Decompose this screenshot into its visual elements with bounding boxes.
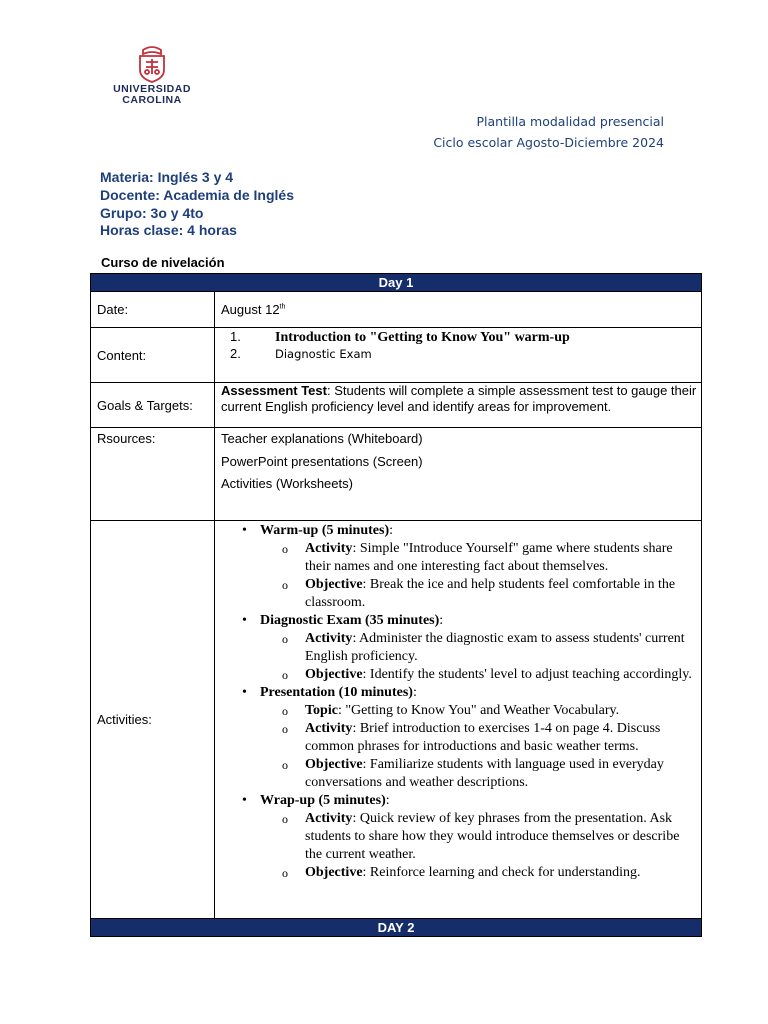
detail-text: : Administer the diagnostic exam to assess students' current English proficiency. (305, 631, 685, 664)
detail-text: : Identify the students' level to adjust teaching accordingly. (362, 667, 692, 682)
circle-bullet-icon: o (282, 578, 288, 592)
goals-keyword: Assessment Test (221, 383, 327, 398)
detail-text: : Quick review of key phrases from the presentation. Ask students to share how they would introduce themselves or describe the current weather. (305, 811, 680, 862)
content-item-number: 2. (230, 346, 241, 361)
school-cycle: Ciclo escolar Agosto-Diciembre 2024 (433, 135, 664, 150)
detail-key: Objective (305, 865, 363, 880)
detail-key: Objective (305, 667, 363, 682)
circle-bullet-icon: o (282, 722, 288, 736)
content-item-text: Introduction to "Getting to Know You" warm-up (275, 330, 570, 345)
hours-line: Horas clase: 4 horas (100, 222, 237, 238)
day1-header: Day 1 (91, 274, 702, 292)
detail-text: : "Getting to Know You" and Weather Vocabulary. (337, 703, 620, 718)
teacher-line: Docente: Academia de Inglés (100, 187, 294, 203)
activities-list (215, 522, 701, 882)
content-cell (215, 328, 702, 383)
detail-key: Topic (305, 703, 338, 718)
activity-details (260, 540, 701, 612)
goals-cell (215, 383, 702, 428)
lesson-plan-table (90, 273, 702, 937)
detail-key: Objective (305, 577, 363, 592)
detail-text: : Brief introduction to exercises 1-4 on page 4. Discuss common phrases for introductions and basic weather terms. (305, 721, 661, 754)
bullet-icon: • (242, 685, 247, 700)
activity-details (260, 702, 701, 792)
activity-details (260, 630, 701, 684)
date-value (215, 292, 702, 328)
detail-text: : Familiarize students with language used in everyday conversations and weather descriptions. (305, 757, 664, 790)
subject-line: Materia: Inglés 3 y 4 (100, 169, 234, 185)
content-item (215, 329, 701, 346)
activity-details (260, 810, 701, 882)
date-label: Date: (91, 292, 215, 328)
activity-title: Presentation (10 minutes) (260, 685, 413, 700)
activity-detail (260, 810, 701, 864)
resource-item: Teacher explanations (Whiteboard) (221, 431, 423, 446)
resources-label: Rsources: (91, 428, 215, 521)
content-label: Content: (91, 328, 215, 383)
detail-key: Activity (305, 721, 353, 736)
content-item-text: Diagnostic Exam (275, 347, 372, 361)
goals-label: Goals & Targets: (91, 383, 215, 428)
activity-item: • Diagnostic Exam (35 minutes): o Activity: Administer the diagnostic exam to assess students' current English proficiency. o Objective: Identify the students' level to adjust teaching accordingly. (215, 612, 701, 684)
group-line: Grupo: 3o y 4to (100, 205, 204, 221)
activity-detail (260, 720, 701, 756)
circle-bullet-icon: o (282, 812, 288, 826)
course-title: Curso de nivelación (101, 255, 225, 270)
activities-cell (215, 521, 702, 919)
bullet-icon: • (242, 523, 247, 538)
bullet-icon: • (242, 793, 247, 808)
detail-key: Activity (305, 541, 353, 556)
detail-key: Activity (305, 811, 353, 826)
activity-item: • Warm-up (5 minutes): o Activity: Simple "Introduce Yourself" game where students share their names and one interesting fact about themselves. o Objective: Break the ice and help students feel comfortable in the classroom. (215, 522, 701, 612)
content-list (215, 329, 701, 361)
resource-item: PowerPoint presentations (Screen) (221, 453, 423, 469)
activity-detail (260, 576, 701, 612)
circle-bullet-icon: o (282, 704, 288, 718)
detail-text: : Simple "Introduce Yourself" game where students share their names and one interesting fact about themselves. (305, 541, 673, 574)
detail-text: : Break the ice and help students feel comfortable in the classroom. (305, 577, 676, 610)
goals-text: : Students will complete a simple assessment test to gauge their current English proficiency level and identify areas for improvement. (221, 383, 697, 414)
detail-text: : Reinforce learning and check for understanding. (362, 865, 641, 880)
content-item-number: 1. (230, 329, 241, 344)
resource-item: Activities (Worksheets) (221, 476, 353, 491)
activity-item: • Presentation (10 minutes): o Topic: "Getting to Know You" and Weather Vocabulary. o Activity: Brief introduction to exercises 1-4 on page 4. Discuss common phrases for introductions and basic weather terms. o Objective: Familiarize students with language used in everyday conversations and weather descriptions. (215, 684, 701, 792)
activity-detail (260, 666, 701, 684)
activity-detail (260, 702, 701, 720)
date-ordinal: th (279, 303, 286, 311)
activity-detail (260, 756, 701, 792)
day2-header: DAY 2 (91, 919, 702, 937)
activity-detail (260, 864, 701, 882)
university-crest-icon (135, 44, 169, 84)
resources-cell (215, 428, 702, 521)
activity-title: Diagnostic Exam (35 minutes) (260, 613, 440, 628)
activity-detail (260, 540, 701, 576)
activity-item: • Wrap-up (5 minutes): o Activity: Quick review of key phrases from the presentation. Ask students to share how they would introduce themselves or describe the current weather. o Objective: Reinforce learning and check for understanding. (215, 792, 701, 882)
activities-label: Activities: (91, 521, 215, 919)
detail-key: Activity (305, 631, 353, 646)
circle-bullet-icon: o (282, 866, 288, 880)
activity-detail (260, 630, 701, 666)
detail-key: Objective (305, 757, 363, 772)
activity-title: Warm-up (5 minutes) (260, 523, 390, 538)
university-logo (108, 44, 196, 106)
content-item (215, 346, 701, 361)
activity-title: Wrap-up (5 minutes) (260, 793, 386, 808)
logo-text-line1: UNIVERSIDAD (113, 83, 191, 95)
circle-bullet-icon: o (282, 632, 288, 646)
circle-bullet-icon: o (282, 758, 288, 772)
date-text: August 12 (221, 302, 280, 317)
logo-text-line2: CAROLINA (122, 94, 182, 106)
circle-bullet-icon: o (282, 668, 288, 682)
bullet-icon: • (242, 613, 247, 628)
circle-bullet-icon: o (282, 542, 288, 556)
template-type: Plantilla modalidad presencial (476, 114, 664, 129)
